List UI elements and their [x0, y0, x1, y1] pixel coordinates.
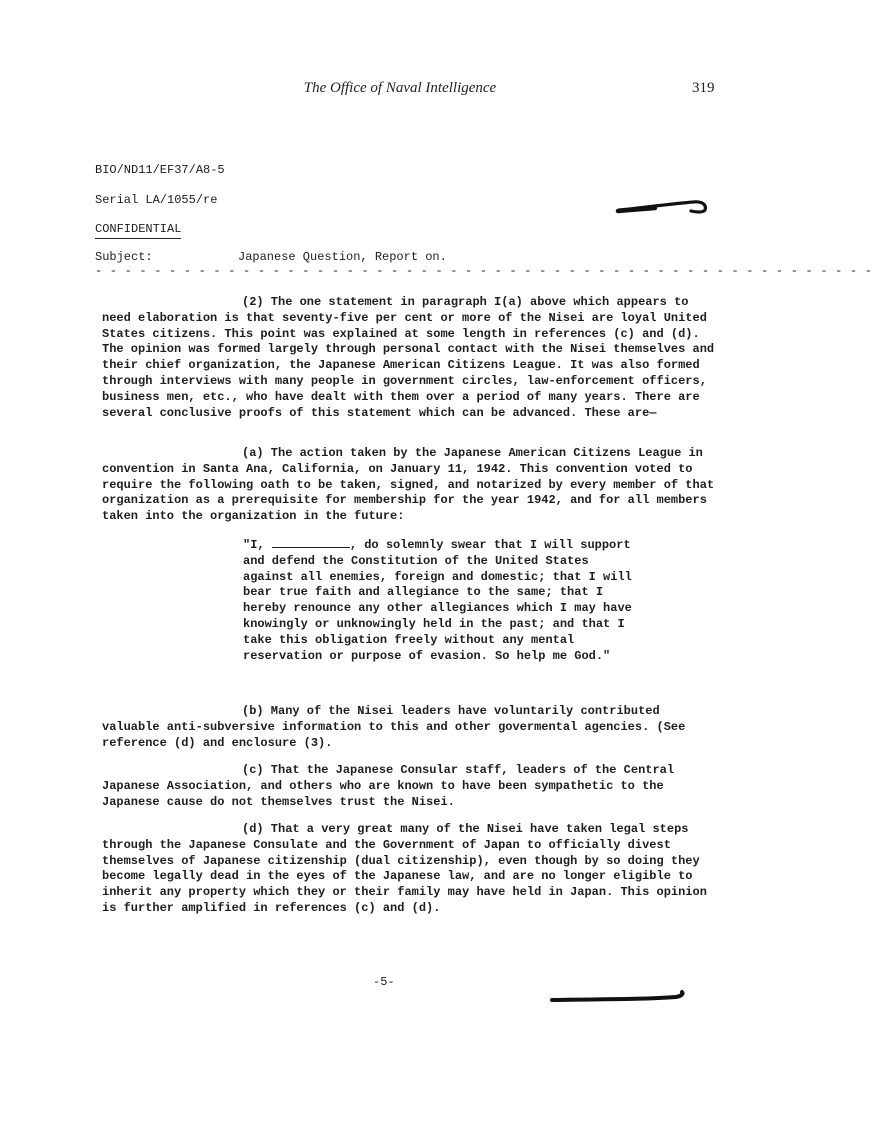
classification-label: CONFIDENTIAL	[95, 222, 181, 239]
oath-text: , do solemnly swear that I will support and defend the Constitution of the United States against all enemies, foreign and domestic; that I will bear true faith and allegiance to the same; that I hereby renounce any other allegiances which I may have knowingly or unknowingly held in the past; and that I take this obligation freely without any mental reservation or purpose of evasion. So help me God."	[243, 538, 632, 663]
redaction-mark-top	[615, 196, 710, 218]
paragraph-a-text: (a) The action taken by the Japanese American Citizens League in convention in Santa Ana, California, on January 11, 1942. This convention voted to require the following oath to be taken, signed, and notarized by every member of that organization as a prerequisite for membership for the year 1942, and for all members taken into the organization in the future:	[102, 446, 715, 524]
redaction-mark-bottom	[548, 988, 688, 1008]
serial-number: Serial LA/1055/re	[95, 193, 218, 207]
paragraph-d	[102, 822, 722, 917]
oath-quote	[243, 536, 633, 664]
paragraph-b-text: (b) Many of the Nisei leaders have voluntarily contributed valuable anti-subversive information to this and other govermental agencies. (See reference (d) and enclosure (3).	[102, 704, 686, 750]
page-number: 319	[692, 80, 715, 96]
paragraph-2	[102, 295, 722, 421]
oath-name-blank	[272, 536, 350, 548]
paragraph-d-text: (d) That a very great many of the Nisei have taken legal steps through the Japanese Consulate and the Government of Japan to officially divest themselves of Japanese citizenship (dual citizenship), even though by so doing they become legally dead in the eyes of the Japanese law, and are no longer eligible to inherit any property which they or their family may have held in Japan. This opinion is further amplified in references (c) and (d).	[102, 822, 707, 915]
paragraph-a	[102, 446, 722, 525]
footer-page-marker: -5-	[373, 975, 395, 989]
oath-start: "I,	[243, 538, 265, 552]
paragraph-2-text: (2) The one statement in paragraph I(a) above which appears to need elaboration is that seventy-five per cent or more of the Nisei are loyal United States citizens. This point was explained at some length in references (c) and (d). The opinion was formed largely through personal contact with the Nisei themselves and their chief organization, the Japanese American Citizens League. It was also formed through interviews with many people in government circles, law-enforcement officers, business men, etc., who have dealt with them over a period of many years. There are several conclusive proofs of this statement which can be advanced. These are—	[102, 295, 715, 420]
file-reference: BIO/ND11/EF37/A8-5	[95, 163, 225, 177]
subject-text: Japanese Question, Report on.	[238, 250, 447, 264]
separator-dashes: - - - - - - - - - - - - - - - - - - - - - - - - - - - - - - - - - - - - - - - - - - - - - - - - - - - - -	[95, 264, 872, 278]
paragraph-c-text: (c) That the Japanese Consular staff, leaders of the Central Japanese Association, and others who are known to have been sympathetic to the Japanese cause do not themselves trust the Nisei.	[102, 763, 675, 809]
running-header-title: The Office of Naval Intelligence	[303, 80, 497, 96]
subject-label: Subject:	[95, 250, 153, 264]
paragraph-b	[102, 704, 722, 751]
paragraph-c	[102, 763, 722, 810]
